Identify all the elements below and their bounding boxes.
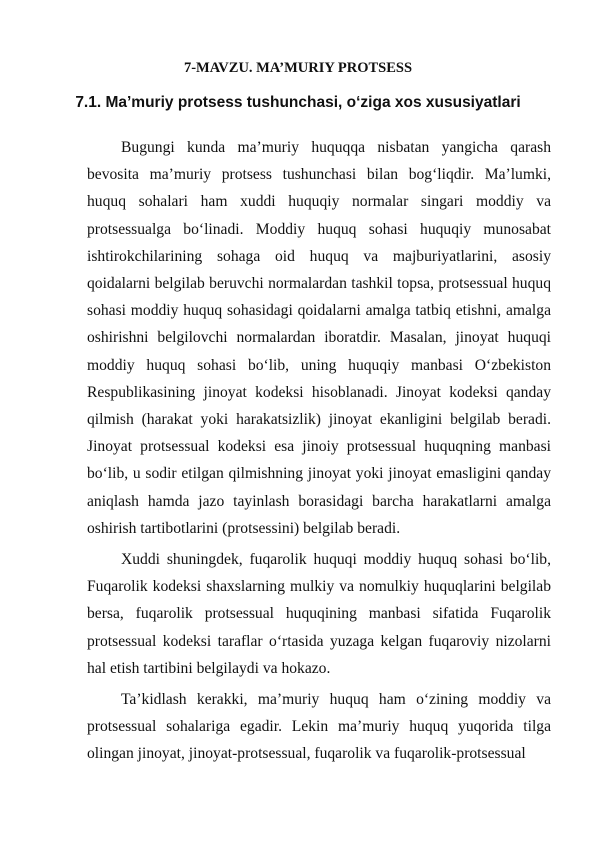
section-heading: 7.1. Ma’muriy protsess tushunchasi, o‘ziga xos xususiyatlari	[75, 94, 521, 111]
paragraph-2: Xuddi shuningdek, fuqarolik huquqi moddiy huquq sohasi bo‘lib, Fuqarolik kodeksi shaxslarning mulkiy va nomulkiy huquqlarini belgilab bersa, fuqarolik protsessual huquqining manbasi sifatida Fuqarolik protsessual kodeksi taraflar o‘rtasida yuzaga kelgan fuqaroviy nizolarni hal etish tartibini belgilaydi va hokazo.	[87, 551, 551, 677]
document-body	[87, 134, 551, 772]
document-title: 7-MAVZU. MA’MURIY PROTSESS	[183, 60, 413, 76]
paragraph-1: Bugungi kunda ma’muriy huquqqa nisbatan yangicha qarash bevosita ma’muriy protsess tushunchasi bilan bog‘liqdir. Ma’lumki, huquq sohalari ham xuddi huquqiy normalar singari moddiy va protsessualga bo‘linadi. Moddiy huquq sohasi huquqiy munosabat ishtirokchilarining sohaga oid huquq va majburiyatlarini, asosiy qoidalarni belgilab beruvchi normalardan tashkil topsa, protsessual huquq sohasi moddiy huquq sohasidagi qoidalarni amalga tatbiq etishni, amalga oshirishni belgilovchi normalardan iboratdir. Masalan, jinoyat huquqi moddiy huquq sohasi bo‘lib, uning huquqiy manbasi O‘zbekiston Respublikasining jinoyat kodeksi hisoblanadi. Jinoyat kodeksi qanday qilmish (harakat yoki harakatsizlik) jinoyat ekanligini belgilab beradi. Jinoyat protsessual kodeksi esa jinoiy protsessual huquqning manbasi bo‘lib, u sodir etilgan qilmishning jinoyat yoki jinoyat emasligini qanday aniqlash hamda jazo tayinlash borasidagi barcha harakatlarni amalga oshirish tartibotlarini (protsessini) belgilab beradi.	[87, 139, 551, 537]
paragraph-3: Ta’kidlash kerakki, ma’muriy huquq ham o‘zining moddiy va protsessual sohalariga egadir. Lekin ma’muriy huquq yuqorida tilga olingan jinoyat, jinoyat-protsessual, fuqarolik va fuqarolik-protsessual	[87, 691, 551, 763]
